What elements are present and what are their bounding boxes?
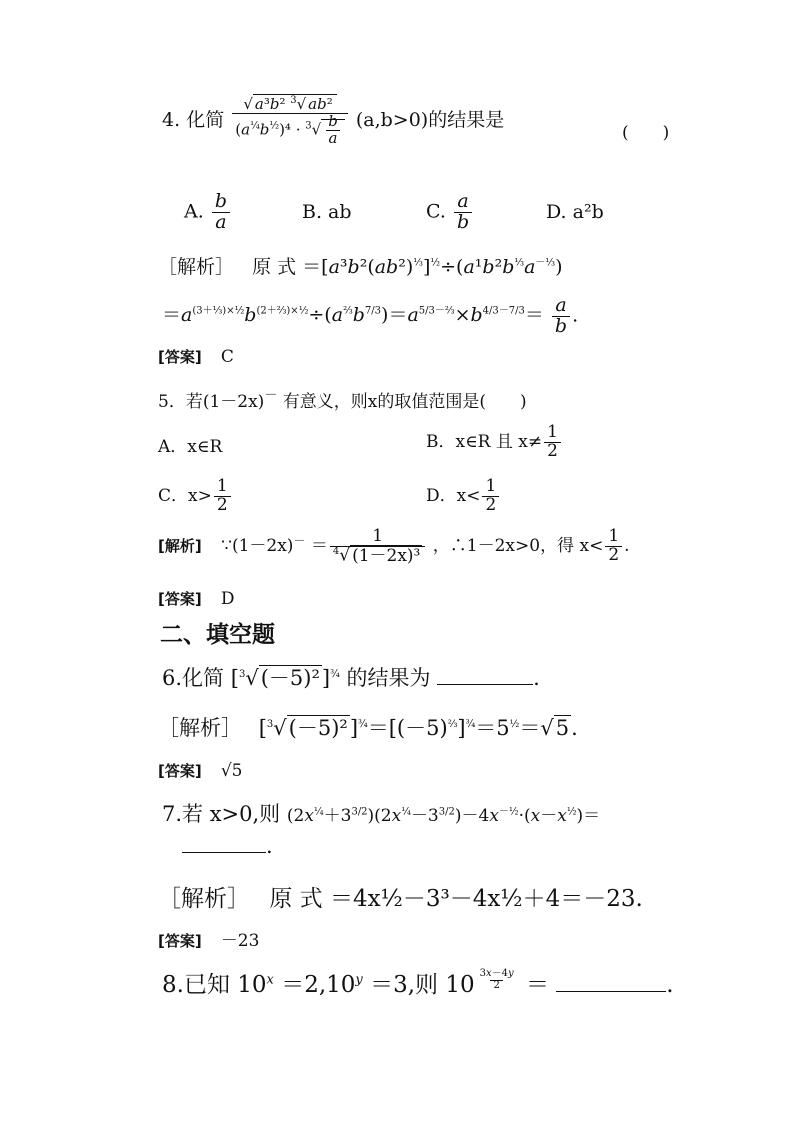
q4-stem xyxy=(162,96,504,146)
q7-yuanshi: 原 式 xyxy=(269,886,323,912)
q6-blank xyxy=(437,664,533,685)
q4-option-a: A. $\frac{b}{a}$ xyxy=(184,192,232,233)
q4-paren: ( ) xyxy=(622,123,670,143)
q5-option-a: A．x∈R xyxy=(158,437,223,457)
q5-answer-value: D xyxy=(220,589,235,609)
q5-option-c: C．x> $\frac{1}{2}$ xyxy=(158,478,233,515)
q4-option-c: C. $\frac{a}{b}$ xyxy=(426,192,474,233)
q4-answer-tag: [答案] xyxy=(158,348,202,366)
q6-stem: 6.化简 $[^3√(-5)^2]^{\frac{3}{4}}$ 的结果为 . xyxy=(162,666,540,690)
q7-solution-text: ＝4x½－3³－4x½＋4＝－23. xyxy=(329,886,643,912)
q5-answer xyxy=(158,588,234,609)
q4-condition: (a,b>0)的结果是 xyxy=(355,109,505,132)
q7-answer-tag: [答案] xyxy=(158,932,202,950)
q8-blank xyxy=(556,969,666,992)
q7-answer-value: －23 xyxy=(220,931,260,951)
q6-solution: ［解析］ $[^3√(-5)^2]^{\frac{3}{4}}=[(-5)^{\frac{2}{3}}]^{\frac{3}{4}}=5^{\frac{1}{2}}=√5$. xyxy=(158,716,578,740)
q6-answer-value: √5 xyxy=(220,761,243,781)
q7-stem: 7.若 x>0,则 $(2x^{\frac{1}{4}}+3^{3/2})(2x^{\frac{1}{4}}-3^{3/2})-4x^{-\frac{1}{2}}\cdot(x-x^{\frac{1}{2}})=$ xyxy=(162,802,601,826)
q5-answer-tag: [答案] xyxy=(158,590,202,608)
q7-answer xyxy=(158,926,259,951)
q5-solution: [解析] ∵(1－2x)－ ＝ $\frac{1}{^4√ (1-2x)^3}$ ，∴1－2x>0，得 x< $\frac{1}{2}$ . xyxy=(158,526,630,566)
q4-option-d: D. a²b xyxy=(546,201,604,223)
q5-option-b: B．x∈R 且 x≠ $\frac{1}{2}$ xyxy=(426,424,563,461)
q7-blank-line: . xyxy=(182,832,273,858)
q4-yuanshi: 原 式 xyxy=(252,256,297,278)
q7-blank xyxy=(182,832,266,853)
q5-option-d: D．x< $\frac{1}{2}$ xyxy=(426,478,501,515)
q5-stem: 5．若(1－2x)－ 有意义，则x的取值范围是( ) xyxy=(158,388,527,412)
q4-solution-line1: ［解析］ 原 式 $=[a^3b^2(ab^2)^{\frac{1}{3}}]^{\frac{1}{2}}\div(a^1b^2b^{\frac{1}{3}}a^{-\frac{1}{3}})$ xyxy=(158,256,563,278)
section-title: 二、填空题 xyxy=(160,622,275,648)
q6-answer-tag: [答案] xyxy=(158,762,202,780)
q4-jiexi-label: ［解析］ xyxy=(158,256,235,278)
q4-stem-text: 化简 xyxy=(186,109,225,132)
q4-fraction: √ a³b² $^3$√ ab² $(a^{\frac{1}{4}}b^{\frac{1}{2}})^4 \cdot ^3√$ $\frac{b}{a}$ xyxy=(232,96,348,146)
q4-number: 4. xyxy=(162,109,181,132)
q4-answer-value: C xyxy=(220,347,234,367)
q4-answer xyxy=(158,346,234,367)
q5-jiexi-tag: [解析] xyxy=(158,537,202,556)
q7-jiexi-label: ［解析］ xyxy=(158,886,250,912)
q8-stem: 8.已知 $10^x =2,10^y =3$,则 10 $^{\frac{3x-4y}{2}}$ ＝ . xyxy=(162,968,674,998)
q7-solution xyxy=(158,880,643,913)
q4-option-b: B. ab xyxy=(302,201,352,223)
q4-solution-line2: $=a^{(3+\frac{1}{3})\times\frac{1}{2}}b^{(2+\frac{2}{3})\times\frac{1}{2}}\div(a^{\frac{2}{3}}b^{7/3})=a^{5/3-\frac{2}{3}}\times b^{4/3-7/3}=$ $\frac{a}{b}$ . xyxy=(162,294,579,337)
q6-answer xyxy=(158,760,242,781)
q6-jiexi-label: ［解析］ xyxy=(158,716,242,740)
